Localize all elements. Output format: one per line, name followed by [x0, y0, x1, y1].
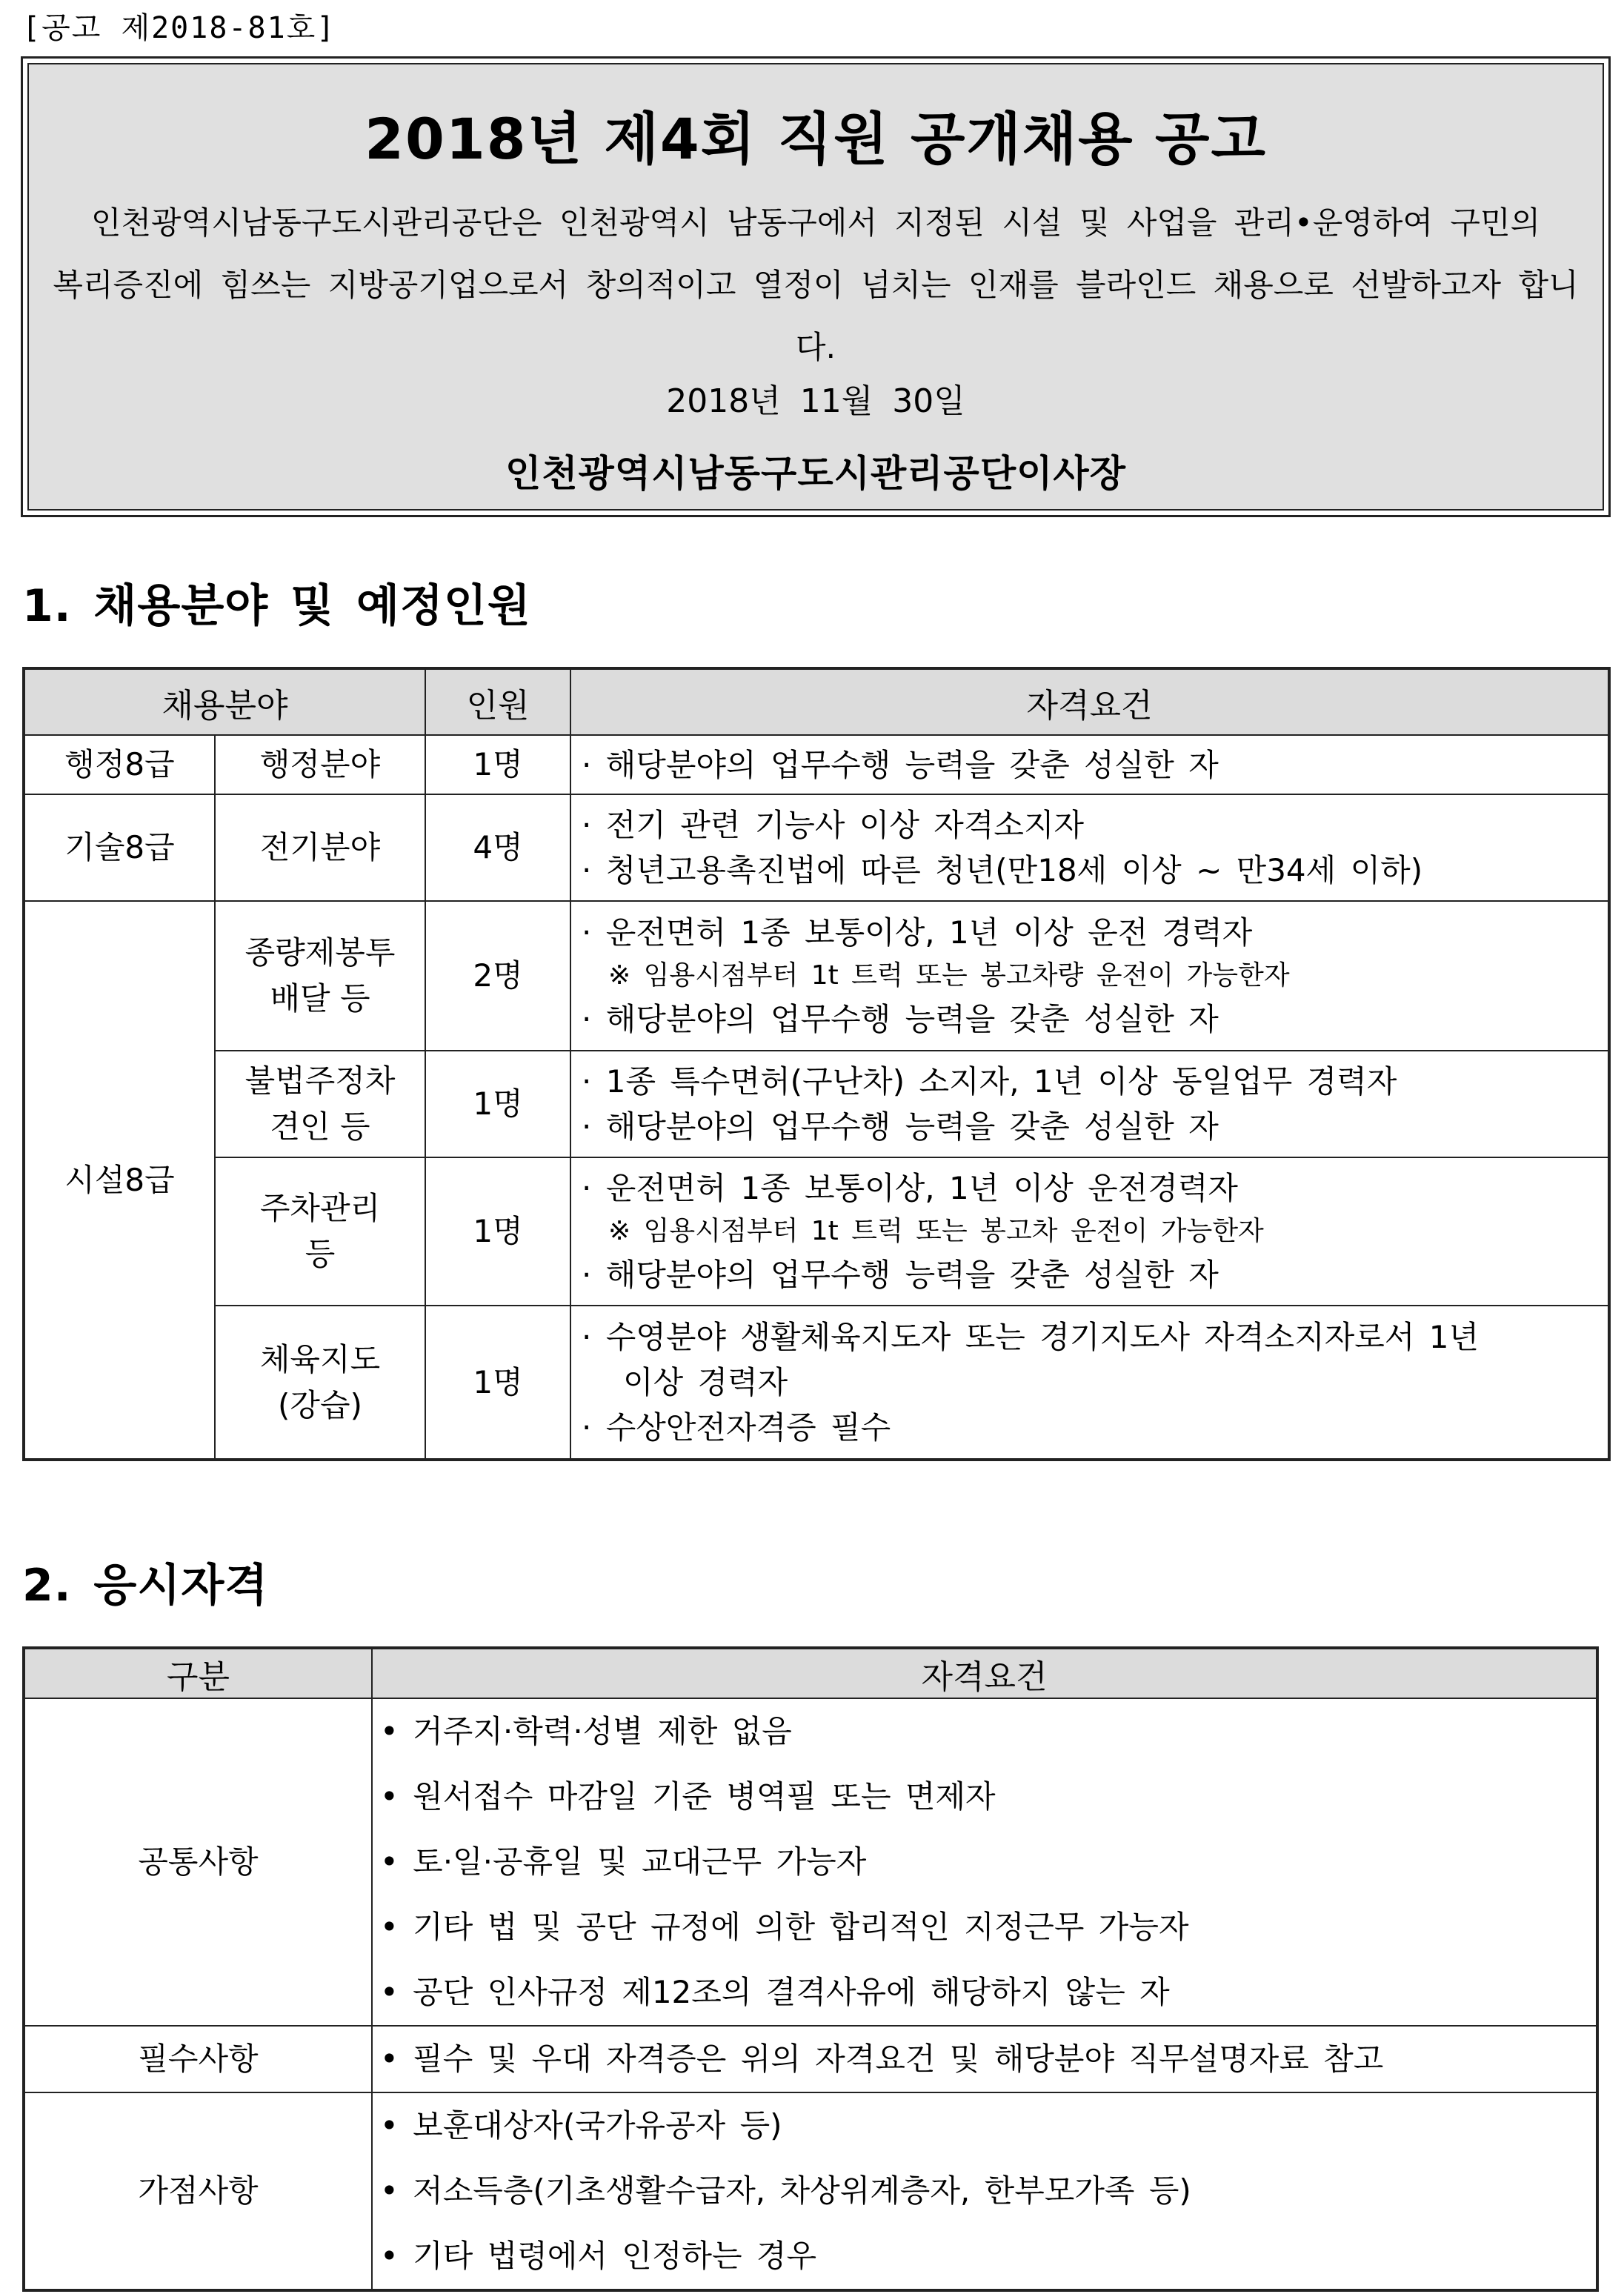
requirements-cell — [570, 1051, 1609, 1157]
count-cell: 1명 — [425, 1306, 570, 1460]
requirement-line: · 운전면허 1종 보통이상, 1년 이상 운전 경력자 — [582, 914, 1253, 951]
header-requirements: 자격요건 — [372, 1648, 1597, 1698]
count-cell: 1명 — [425, 1051, 570, 1157]
announcement-header-box — [21, 56, 1611, 517]
field-line: 불법주정차 — [244, 1063, 396, 1099]
count-cell: 4명 — [425, 794, 570, 901]
header-count: 인원 — [425, 668, 570, 735]
field-line: 배달 등 — [270, 980, 370, 1017]
eligibility-table — [22, 1646, 1599, 2292]
announcement-body — [44, 192, 1588, 379]
table-row — [24, 2092, 1597, 2290]
list-item: • 기타 법 및 공단 규정에 의한 합리적인 지정근무 가능자 — [380, 1909, 1189, 1945]
grade-cell: 시설8급 — [24, 901, 215, 1460]
list-item: • 공단 인사규정 제12조의 결격사유에 해당하지 않는 자 — [380, 1974, 1170, 2010]
announcement-header-inner — [27, 63, 1604, 511]
table-row — [24, 1306, 1609, 1460]
field-cell — [215, 1051, 425, 1157]
table-row — [24, 735, 1609, 794]
list-item: • 보훈대상자(국가유공자 등) — [380, 2107, 782, 2144]
count-cell: 2명 — [425, 901, 570, 1051]
recruitment-table — [22, 667, 1611, 1461]
grade-cell: 행정8급 — [24, 735, 215, 794]
category-cell: 공통사항 — [24, 1698, 372, 2026]
requirement-line: · 전기 관련 기능사 이상 자격소지자 — [582, 807, 1085, 843]
requirement-line: · 해당분야의 업무수행 능력을 갖춘 성실한 자 — [582, 746, 1219, 783]
requirement-note: ※ 임용시점부터 1t 트럭 또는 봉고차 운전이 가능한자 — [608, 1216, 1264, 1246]
field-cell — [215, 1306, 425, 1460]
requirements-cell — [372, 1698, 1597, 2026]
table-row — [24, 1051, 1609, 1157]
announcement-body-line: 복리증진에 힘쓰는 지방공기업으로서 창의적이고 열정이 넘치는 인재를 블라인드 채용으로 선발하고자 합니다. — [53, 267, 1579, 365]
notice-number: [공고 제2018-81호] — [22, 11, 336, 45]
field-line: 종량제봉투 — [244, 934, 396, 971]
requirement-line: · 해당분야의 업무수행 능력을 갖춘 성실한 자 — [582, 1001, 1219, 1037]
field-line: 등 — [304, 1236, 336, 1272]
table-header-row — [24, 668, 1609, 735]
field-cell: 행정분야 — [215, 735, 425, 794]
requirement-line: · 운전면허 1종 보통이상, 1년 이상 운전경력자 — [582, 1170, 1238, 1206]
announcement-title: 2018년 제4회 직원 공개채용 공고 — [365, 106, 1267, 172]
grade-cell: 기술8급 — [24, 794, 215, 901]
table-row — [24, 794, 1609, 901]
requirement-line: · 해당분야의 업무수행 능력을 갖춘 성실한 자 — [582, 1108, 1219, 1145]
announcement-date: 2018년 11월 30일 — [666, 382, 965, 420]
table-row — [24, 901, 1609, 1051]
field-cell — [215, 901, 425, 1051]
requirements-cell — [570, 1157, 1609, 1306]
category-cell: 필수사항 — [24, 2026, 372, 2092]
list-item: • 토·일·공휴일 및 교대근무 가능자 — [380, 1843, 867, 1880]
field-cell: 전기분야 — [215, 794, 425, 901]
count-cell: 1명 — [425, 735, 570, 794]
header-category: 구분 — [24, 1648, 372, 1698]
requirements-cell — [570, 1306, 1609, 1460]
field-line: 주차관리 — [259, 1190, 381, 1226]
table-header-row — [24, 1648, 1597, 1698]
header-field: 채용분야 — [24, 668, 425, 735]
header-requirements: 자격요건 — [570, 668, 1609, 735]
announcement-signer: 인천광역시남동구도시관리공단이사장 — [505, 452, 1127, 495]
field-cell — [215, 1157, 425, 1306]
section-1-title: 1. 채용분야 및 예정인원 — [22, 580, 531, 632]
requirement-line: · 1종 특수면허(구난차) 소지자, 1년 이상 동일업무 경력자 — [582, 1063, 1397, 1100]
requirement-line: · 청년고용촉진법에 따른 청년(만18세 이상 ~ 만34세 이하) — [582, 852, 1423, 888]
requirement-line: · 해당분야의 업무수행 능력을 갖춘 성실한 자 — [582, 1257, 1219, 1293]
list-item: • 필수 및 우대 자격증은 위의 자격요건 및 해당분야 직무설명자료 참고 — [380, 2041, 1384, 2077]
list-item: • 거주지·학력·성별 제한 없음 — [380, 1713, 792, 1749]
requirements-cell — [372, 2026, 1597, 2092]
count-cell: 1명 — [425, 1157, 570, 1306]
table-row — [24, 1698, 1597, 2026]
requirement-line: · 수영분야 생활체육지도자 또는 경기지도사 자격소지자로서 1년 — [582, 1319, 1480, 1355]
requirements-cell — [570, 794, 1609, 901]
field-line: 견인 등 — [270, 1108, 370, 1145]
requirement-line: · 수상안전자격증 필수 — [582, 1409, 891, 1446]
table-row — [24, 2026, 1597, 2092]
table-row — [24, 1157, 1609, 1306]
field-line: (강습) — [278, 1386, 362, 1423]
field-line: 체육지도 — [259, 1340, 381, 1377]
requirements-cell — [372, 2092, 1597, 2290]
requirements-cell — [570, 735, 1609, 794]
list-item: • 저소득층(기초생활수급자, 차상위계층자, 한부모가족 등) — [380, 2172, 1191, 2209]
category-cell: 가점사항 — [24, 2092, 372, 2290]
list-item: • 기타 법령에서 인정하는 경우 — [380, 2238, 817, 2274]
announcement-body-line: 인천광역시남동구도시관리공단은 인천광역시 남동구에서 지정된 시설 및 사업을 관리•운영하여 구민의 — [90, 205, 1541, 241]
section-2-title: 2. 응시자격 — [22, 1560, 269, 1612]
requirement-note: ※ 임용시점부터 1t 트럭 또는 봉고차량 운전이 가능한자 — [608, 960, 1290, 991]
list-item: • 원서접수 마감일 기준 병역필 또는 면제자 — [380, 1778, 996, 1815]
requirements-cell — [570, 901, 1609, 1051]
requirement-line-continuation: 이상 경력자 — [623, 1364, 788, 1400]
